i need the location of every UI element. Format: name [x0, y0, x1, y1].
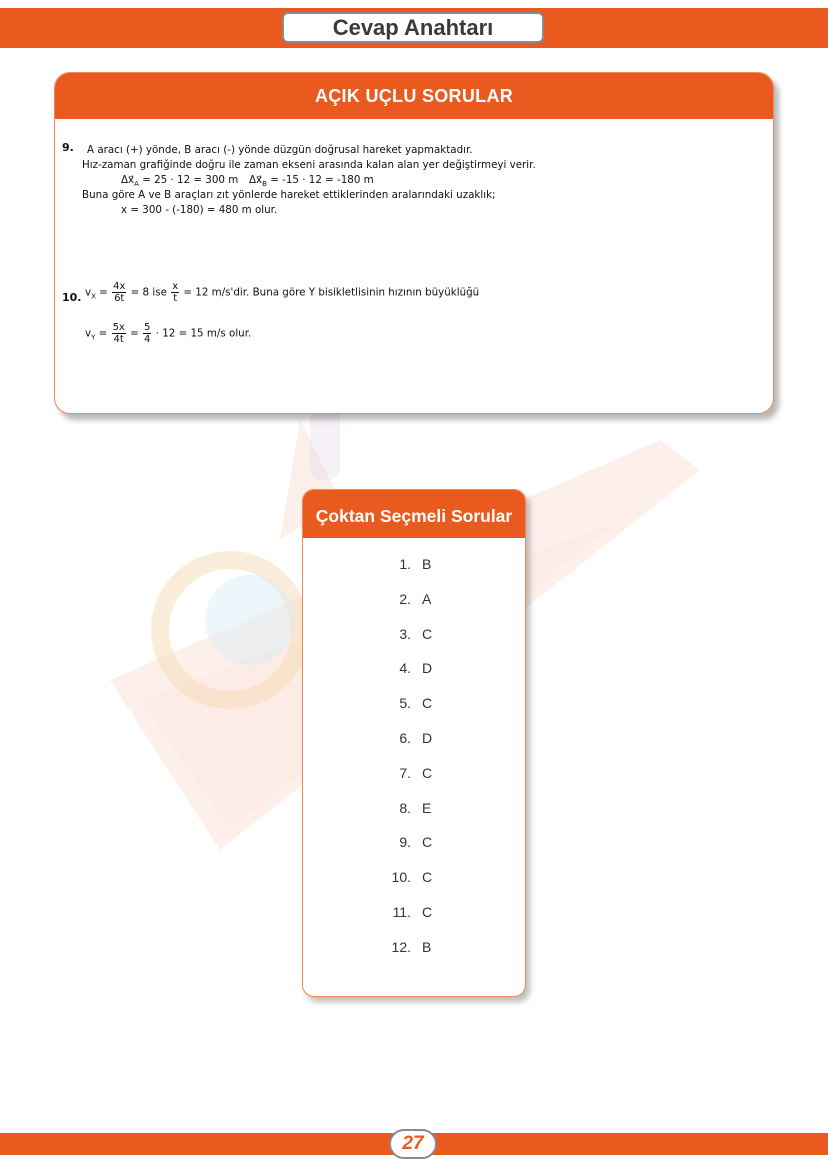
- answer-letter: C: [422, 695, 433, 712]
- multiple-choice-section: [302, 489, 526, 997]
- multiple-choice-title: Çoktan Seçmeli Sorular: [303, 490, 525, 538]
- open-ended-title: AÇIK UÇLU SORULAR: [55, 73, 773, 119]
- answer-letter: A: [422, 590, 432, 607]
- answer-number: 11.: [392, 904, 411, 920]
- answer-number: 1.: [399, 556, 411, 572]
- question-10-number: 10.: [62, 291, 82, 304]
- q9-line1: A aracı (+) yönde, B aracı (-) yönde düzgün doğrusal hareket yapmaktadır.: [87, 144, 473, 156]
- q9-dxA: $\Delta x⃗_A = 25 \cdot 12 = 300$ m: [121, 174, 239, 189]
- answer-letter: B: [422, 556, 432, 572]
- answer-letter: D: [422, 730, 433, 746]
- question-9-number: 9.: [62, 141, 74, 154]
- page-title: Cevap Anahtarı: [282, 12, 544, 43]
- q9-dxB: $\Delta x⃗_B = -15 \cdot 12 = -180$ m: [249, 174, 374, 189]
- answer-number: 8.: [399, 799, 411, 816]
- answer-letter: E: [422, 799, 432, 816]
- answer-letter: C: [422, 869, 433, 886]
- answer-letter: D: [422, 660, 433, 677]
- q9-line5: x = 300 - (-180) = 480 m olur.: [121, 204, 278, 216]
- answer-number: 7.: [399, 764, 411, 781]
- page-number: 27: [389, 1129, 437, 1159]
- q10-line2: $v_Y$ = $\frac{5x}{4t}$ = $\frac{5}{4}$ · 12 = 15 m/s olur.: [85, 322, 252, 345]
- q9-line2: Hız-zaman grafiğinde doğru ile zaman ekseni arasında kalan alan yer değiştirmeyi verir.: [82, 159, 536, 171]
- answer-number: 2.: [399, 590, 411, 607]
- answer-letter: C: [422, 904, 433, 920]
- answer-number: 12.: [391, 938, 411, 955]
- answer-number: 9.: [399, 834, 411, 851]
- answer-number: 3.: [399, 625, 411, 642]
- answer-letter: B: [422, 938, 432, 955]
- answer-number: 5.: [399, 695, 411, 712]
- answer-number: 4.: [399, 660, 411, 677]
- q10-line1: $v_X$ = $\frac{4x}{6t}$ = 8 ise $\frac{x}{t}$ = 12 m/s'dir. Buna göre Y bisikletlisinin hızının büyüklüğü: [85, 281, 480, 304]
- answer-letter: C: [422, 625, 433, 642]
- q9-line4: Buna göre A ve B araçları zıt yönlerde hareket ettiklerinden aralarındaki uzaklık;: [82, 189, 496, 201]
- answer-number: 10.: [391, 869, 411, 886]
- answer-letter: C: [422, 834, 433, 851]
- answer-letter: C: [422, 764, 433, 781]
- open-ended-section: [54, 72, 774, 414]
- answer-number: 6.: [399, 730, 411, 746]
